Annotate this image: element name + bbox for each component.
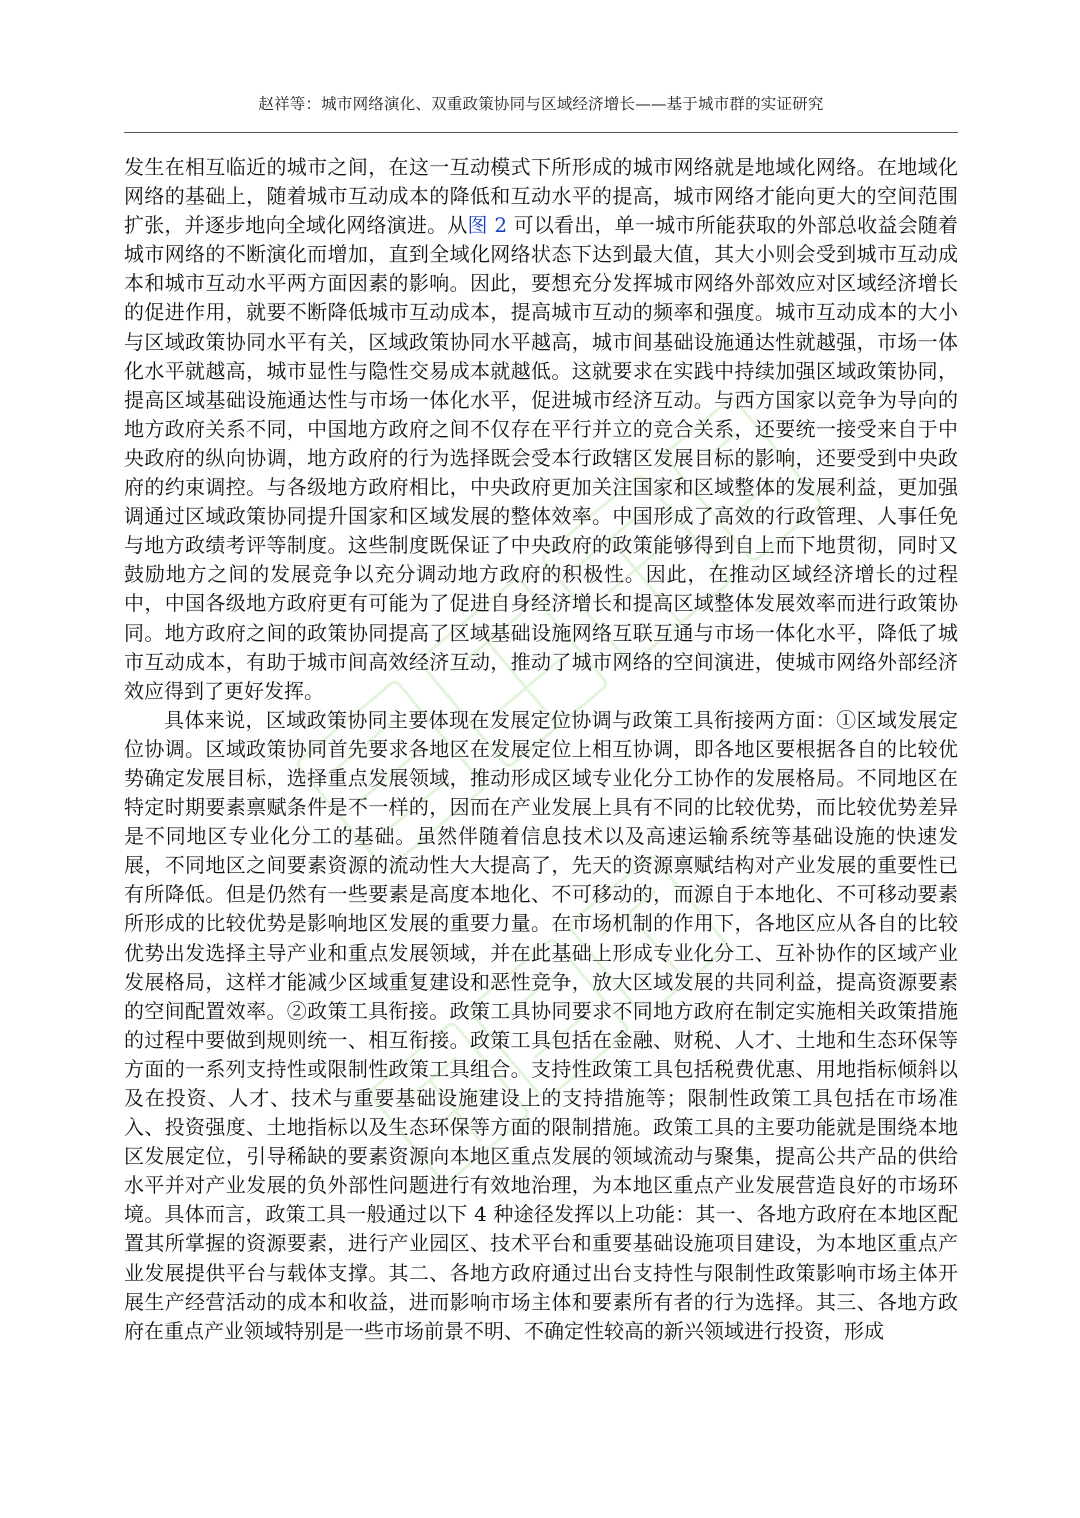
running-header: 赵祥等：城市网络演化、双重政策协同与区域经济增长——基于城市群的实证研究 [258,95,824,113]
paragraph-2: 具体来说，区域政策协同主要体现在发展定位协调与政策工具衔接两方面：①区域发展定位协调。区域政策协同首先要求各地区在发展定位上相互协调，即各地区要根据各自的比较优势确定发展目标，选择重点发展领域，推动形成区域专业化分工协作的发展格局。不同地区在特定时期要素禀赋条件是不一样的，因而在产业发展上具有不同的比较优势，而比较优势差异是不同地区专业化分工的基础。虽然伴随着信息技术以及高速运输系统等基础设施的快速发展，不同地区之间要素资源的流动性大大提高了，先天的资源禀赋结构对产业发展的重要性已有所降低。但是仍然有一些要素是高度本地化、不可移动的，而源自于本地化、不可移动要素所形成的比较优势是影响地区发展的重要力量。在市场机制的作用下，各地区应从各自的比较优势出发选择主导产业和重点发展领域，并在此基础上形成专业化分工、互补协作的区域产业发展格局，这样才能减少区域重复建设和恶性竞争，放大区域发展的共同利益，提高资源要素的空间配置效率。②政策工具衔接。政策工具协同要求不同地方政府在制定实施相关政策措施的过程中要做到规则统一、相互衔接。政策工具包括在金融、财税、人才、土地和生态环保等方面的一系列支持性或限制性政策工具组合。支持性政策工具包括税费优惠、用地指标倾斜以及在投资、人才、技术与重要基础设施建设上的支持措施等；限制性政策工具包括在市场准入、投资强度、土地指标以及生态环保等方面的限制措施。政策工具的主要功能就是围绕本地区发展定位，引导稀缺的要素资源向本地区重点发展的领域流动与聚集，提高公共产品的供给水平并对产业发展的负外部性问题进行有效地治理，为本地区重点产业发展营造良好的市场环境。具体而言，政策工具一般通过以下 4 种途径发挥以上功能：其一、各地方政府在本地区配置其所掌握的资源要素，进行产业园区、技术平台和重要基础设施项目建设，为本地区重点产业发展提供平台与载体支撑。其二、各地方政府通过出台支持性与限制性政策影响市场主体开展生产经营活动的成本和收益，进而影响市场主体和要素所有者的行为选择。其三、各地方政府在重点产业领域特别是一些市场前景不明、不确定性较高的新兴领域进行投资，形成 [124,707,958,1343]
article-body [124,153,958,1346]
figure-2-link[interactable]: 图 2 [467,213,508,238]
paragraph-1-text-a: 发生在相互临近的城市之间，在这一互动模式下所形成的城市网络就是地域化网络。在地域化网络的基础上，随着城市互动成本的降低和互动水平的提高，城市网络才能向更大的空间范围扩张，并逐步地向全域化网络演进。从 [124,155,958,238]
header-divider [124,132,958,133]
paragraph-1-text-b: 可以看出，单一城市所能获取的外部总收益会随着城市网络的不断演化而增加，直到全域化网络状态下达到最大值，其大小则会受到城市互动成本和城市互动水平两方面因素的影响。因此，要想充分发挥城市网络外部效应对区域经济增长的促进作用，就要不断降低城市互动成本，提高城市互动的频率和强度。城市互动成本的大小与区域政策协同水平有关，区域政策协同水平越高，城市间基础设施通达性就越强，市场一体化水平就越高，城市显性与隐性交易成本就越低。这就要求在实践中持续加强区域政策协同，提高区域基础设施通达性与市场一体化水平，促进城市经济互动。与西方国家以竞争为导向的地方政府关系不同，中国地方政府之间不仅存在平行并立的竞合关系，还要统一接受来自于中央政府的纵向协调，地方政府的行为选择既会受本行政辖区发展目标的影响，还要受到中央政府的约束调控。与各级地方政府相比，中央政府更加关注国家和区域整体的发展利益，更加强调通过区域政策协同提升国家和区域发展的整体效率。中国形成了高效的行政管理、人事任免与地方政绩考评等制度。这些制度既保证了中央政府的政策能够得到自上而下地贯彻，同时又鼓励地方之间的发展竞争以充分调动地方政府的积极性。因此，在推动区域经济增长的过程中，中国各级地方政府更有可能为了促进自身经济增长和提高区域整体发展效率而进行政策协同。地方政府之间的政策协同提高了区域基础设施网络互联互通与市场一体化水平，降低了城市互动成本，有助于城市间高效经济互动，推动了城市网络的空间演进，使城市网络外部经济效应得到了更好发挥。 [124,213,958,703]
paragraph-1 [124,153,958,706]
